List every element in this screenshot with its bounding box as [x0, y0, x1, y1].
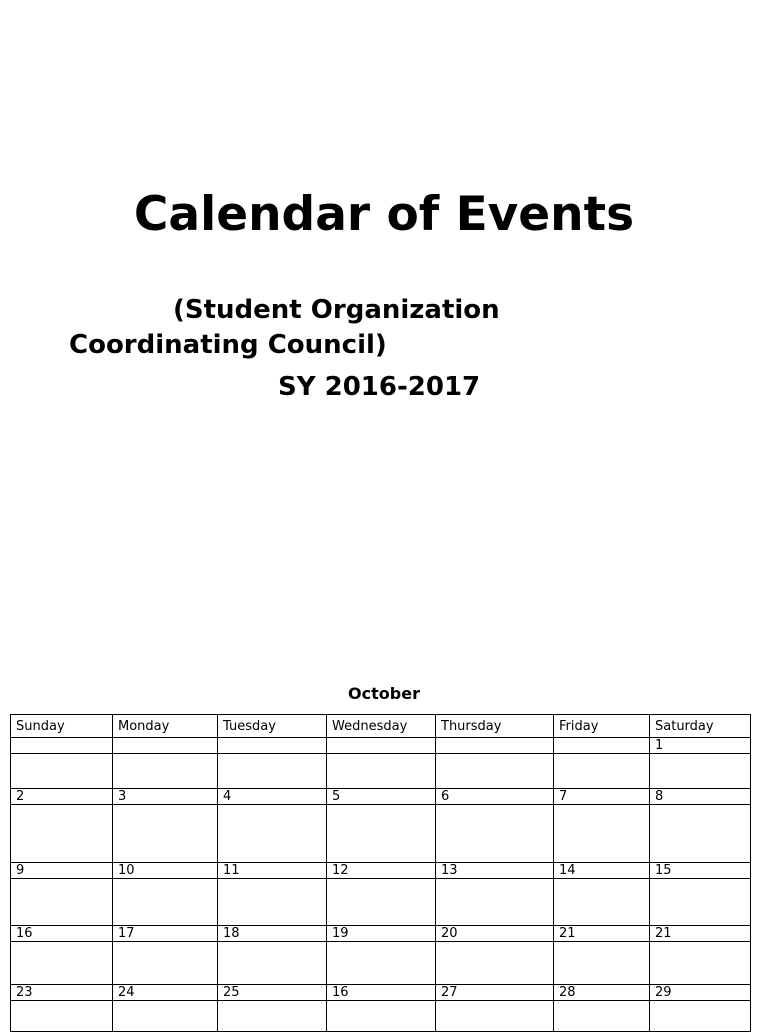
week-events-row [11, 879, 751, 926]
day-number: 25 [218, 985, 327, 1001]
event-cell [11, 942, 113, 985]
event-cell [11, 879, 113, 926]
event-cell [436, 879, 554, 926]
day-number: 17 [113, 926, 218, 942]
event-cell [554, 942, 650, 985]
day-number: 27 [436, 985, 554, 1001]
week-events-row [11, 805, 751, 863]
day-number [554, 738, 650, 754]
day-number: 14 [554, 863, 650, 879]
organization-subtitle: (Student Organization Coordinating Council) [69, 295, 500, 360]
event-cell [113, 805, 218, 863]
week-date-row [11, 738, 751, 754]
week-date-row [11, 789, 751, 805]
event-cell [650, 754, 751, 789]
week-date-row [11, 863, 751, 879]
day-number: 16 [327, 985, 436, 1001]
weekday-header: Monday [113, 715, 218, 738]
day-number: 11 [218, 863, 327, 879]
day-number [436, 738, 554, 754]
day-number: 24 [113, 985, 218, 1001]
event-cell [11, 805, 113, 863]
week-events-row [11, 754, 751, 789]
event-cell [436, 1001, 554, 1032]
event-cell [218, 754, 327, 789]
event-cell [554, 754, 650, 789]
event-cell [650, 879, 751, 926]
day-number: 12 [327, 863, 436, 879]
calendar-table [10, 714, 751, 1032]
week-events-row [11, 1001, 751, 1032]
event-cell [327, 754, 436, 789]
event-cell [218, 942, 327, 985]
event-cell [113, 942, 218, 985]
weekday-header: Thursday [436, 715, 554, 738]
event-cell [554, 805, 650, 863]
weekday-header: Wednesday [327, 715, 436, 738]
day-number: 28 [554, 985, 650, 1001]
event-cell [327, 805, 436, 863]
event-cell [436, 942, 554, 985]
event-cell [554, 1001, 650, 1032]
event-cell [650, 1001, 751, 1032]
weekday-header: Friday [554, 715, 650, 738]
day-number: 21 [650, 926, 751, 942]
event-cell [650, 942, 751, 985]
event-cell [436, 754, 554, 789]
event-cell [327, 942, 436, 985]
day-number: 18 [218, 926, 327, 942]
day-number: 19 [327, 926, 436, 942]
weekday-header: Saturday [650, 715, 751, 738]
day-number: 10 [113, 863, 218, 879]
day-number: 1 [650, 738, 751, 754]
weekday-header: Tuesday [218, 715, 327, 738]
event-cell [113, 754, 218, 789]
week-date-row [11, 926, 751, 942]
event-cell [554, 879, 650, 926]
day-number: 8 [650, 789, 751, 805]
day-number: 6 [436, 789, 554, 805]
day-number [11, 738, 113, 754]
week-date-row [11, 985, 751, 1001]
day-number: 21 [554, 926, 650, 942]
day-number: 23 [11, 985, 113, 1001]
day-number: 29 [650, 985, 751, 1001]
day-number: 20 [436, 926, 554, 942]
event-cell [113, 1001, 218, 1032]
event-cell [650, 805, 751, 863]
event-cell [113, 879, 218, 926]
event-cell [327, 1001, 436, 1032]
weekday-header: Sunday [11, 715, 113, 738]
day-number: 16 [11, 926, 113, 942]
event-cell [218, 1001, 327, 1032]
day-number: 2 [11, 789, 113, 805]
day-number: 15 [650, 863, 751, 879]
event-cell [436, 805, 554, 863]
event-cell [327, 879, 436, 926]
event-cell [11, 754, 113, 789]
day-number [218, 738, 327, 754]
weekday-header-row [11, 715, 751, 738]
day-number: 4 [218, 789, 327, 805]
day-number: 3 [113, 789, 218, 805]
day-number: 13 [436, 863, 554, 879]
day-number: 7 [554, 789, 650, 805]
day-number [327, 738, 436, 754]
day-number: 9 [11, 863, 113, 879]
day-number: 5 [327, 789, 436, 805]
week-events-row [11, 942, 751, 985]
event-cell [11, 1001, 113, 1032]
event-cell [218, 879, 327, 926]
event-cell [218, 805, 327, 863]
page-title: Calendar of Events [133, 187, 635, 242]
calendar-month-heading: October [348, 684, 420, 703]
day-number [113, 738, 218, 754]
school-year: SY 2016-2017 [278, 372, 481, 402]
